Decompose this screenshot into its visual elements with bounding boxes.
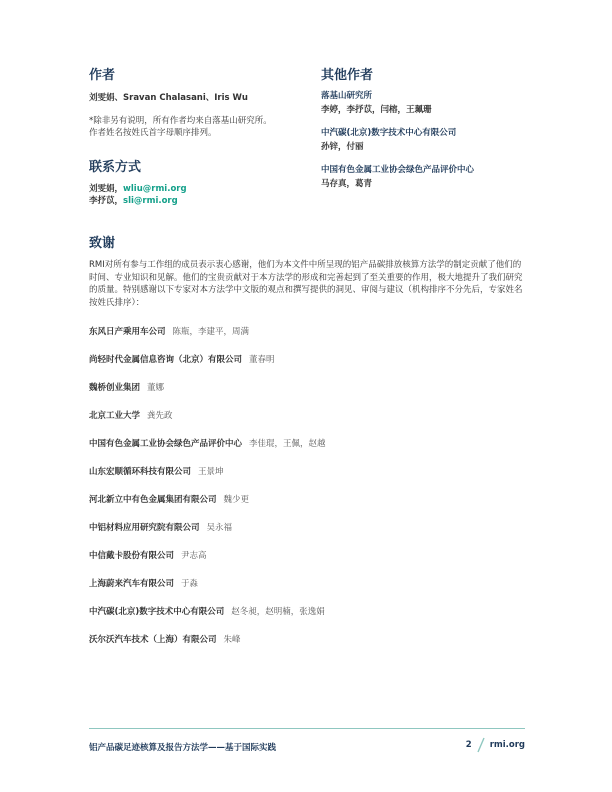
expert-row bbox=[89, 634, 525, 662]
expert-org: 中信戴卡股份有限公司 bbox=[89, 551, 175, 561]
expert-org: 魏桥创业集团 bbox=[89, 383, 141, 393]
other-author-org: 落基山研究所 bbox=[321, 91, 373, 101]
contact-entry bbox=[89, 195, 299, 207]
slash-divider-icon bbox=[475, 737, 487, 753]
expert-row bbox=[89, 326, 525, 354]
authors-heading: 作者 bbox=[89, 68, 116, 83]
expert-names: 陈瓶，李建平，周满 bbox=[172, 327, 250, 337]
expert-org: 尚轻时代金属信息咨询（北京）有限公司 bbox=[89, 355, 243, 365]
expert-row bbox=[89, 354, 525, 382]
contact-email-link[interactable]: sli@rmi.org bbox=[123, 196, 178, 206]
other-author-org: 中国有色金属工业协会绿色产品评价中心 bbox=[321, 165, 475, 175]
expert-names: 吴永福 bbox=[206, 523, 233, 533]
expert-row bbox=[89, 410, 525, 438]
expert-row bbox=[89, 606, 525, 634]
acknowledgments-section bbox=[89, 232, 525, 662]
expert-names: 于淼 bbox=[181, 579, 199, 589]
expert-org: 沃尔沃汽车技术（上海）有限公司 bbox=[89, 635, 217, 645]
contact-heading: 联系方式 bbox=[89, 160, 142, 175]
expert-row bbox=[89, 578, 525, 606]
authors-note bbox=[89, 115, 299, 139]
expert-org: 北京工业大学 bbox=[89, 411, 141, 421]
expert-names: 龚先政 bbox=[147, 411, 173, 421]
authors-names: 刘雯娟、Sravan Chalasani、Iris Wu bbox=[89, 93, 248, 103]
footer-page-info bbox=[466, 737, 525, 753]
footer-title: 铝产品碳足迹核算及报告方法学——基于国际实践 bbox=[89, 743, 277, 753]
other-authors-heading: 其他作者 bbox=[321, 68, 374, 83]
acknowledgments-paragraph: RMI对所有参与工作组的成员表示衷心感谢，他们为本文件中所呈现的铝产品碳排放核算方法学的制定贡献了他们的时间、专业知识和见解。他们的宝贵贡献对于本方法学的形成和完善起到了至关重要的作用，极大地提升了我们研究的质量。特别感谢以下专家对本方法学中文版的观点和撰写提供的洞见、审阅与建议（机构排序不分先后，专家姓名按姓氏排序）： bbox=[89, 260, 523, 308]
expert-org: 中国有色金属工业协会绿色产品评价中心 bbox=[89, 439, 243, 449]
other-author-org: 中汽碳(北京)数字技术中心有限公司 bbox=[321, 128, 457, 138]
site-link[interactable]: rmi.org bbox=[489, 740, 525, 750]
other-author-people: 马存真，葛青 bbox=[321, 179, 373, 189]
expert-org: 中铝材料应用研究院有限公司 bbox=[89, 523, 200, 533]
authors-note-line: *除非另有说明，所有作者均来自落基山研究所。 bbox=[89, 116, 272, 126]
expert-names: 魏少更 bbox=[223, 495, 250, 505]
expert-org: 河北新立中有色金属集团有限公司 bbox=[89, 495, 217, 505]
right-column bbox=[321, 64, 551, 200]
contact-name: 李抒苡， bbox=[89, 196, 124, 206]
authors-note-line: 作者姓名按姓氏首字母顺序排列。 bbox=[89, 128, 217, 138]
expert-row bbox=[89, 522, 525, 550]
expert-row bbox=[89, 438, 525, 466]
contact-email-link[interactable]: wliu@rmi.org bbox=[123, 184, 187, 194]
expert-names: 王景坤 bbox=[198, 467, 224, 477]
expert-names: 尹志高 bbox=[181, 551, 207, 561]
acknowledgments-heading: 致谢 bbox=[89, 236, 116, 251]
expert-names: 李佳琨，王佩，赵越 bbox=[249, 439, 326, 449]
expert-row bbox=[89, 550, 525, 578]
expert-names: 董春明 bbox=[249, 355, 275, 365]
expert-names: 朱峰 bbox=[223, 635, 241, 645]
expert-org: 中汽碳(北京)数字技术中心有限公司 bbox=[89, 607, 225, 617]
expert-org: 山东宏顺循环科技有限公司 bbox=[89, 467, 192, 477]
expert-names: 董娜 bbox=[147, 383, 165, 393]
contact-entry bbox=[89, 183, 299, 195]
page-number: 2 bbox=[465, 740, 472, 750]
footer-rule bbox=[89, 728, 525, 729]
other-author-people: 孙锌，付丽 bbox=[321, 142, 364, 152]
contact-name: 刘雯娟， bbox=[89, 184, 124, 194]
other-author-org-block bbox=[321, 89, 551, 115]
expert-row bbox=[89, 382, 525, 410]
expert-row bbox=[89, 494, 525, 522]
other-author-org-block bbox=[321, 163, 551, 189]
expert-list bbox=[89, 326, 525, 662]
expert-org: 东风日产乘用车公司 bbox=[89, 327, 166, 337]
expert-org: 上海蔚来汽车有限公司 bbox=[89, 579, 175, 589]
other-author-people: 李婷，李抒苡，闫榕，王珮珊 bbox=[321, 105, 432, 115]
left-column bbox=[89, 64, 299, 207]
expert-names: 赵冬昶，赵明楠，张逸娟 bbox=[231, 607, 325, 617]
expert-row bbox=[89, 466, 525, 494]
other-author-org-block bbox=[321, 126, 551, 152]
